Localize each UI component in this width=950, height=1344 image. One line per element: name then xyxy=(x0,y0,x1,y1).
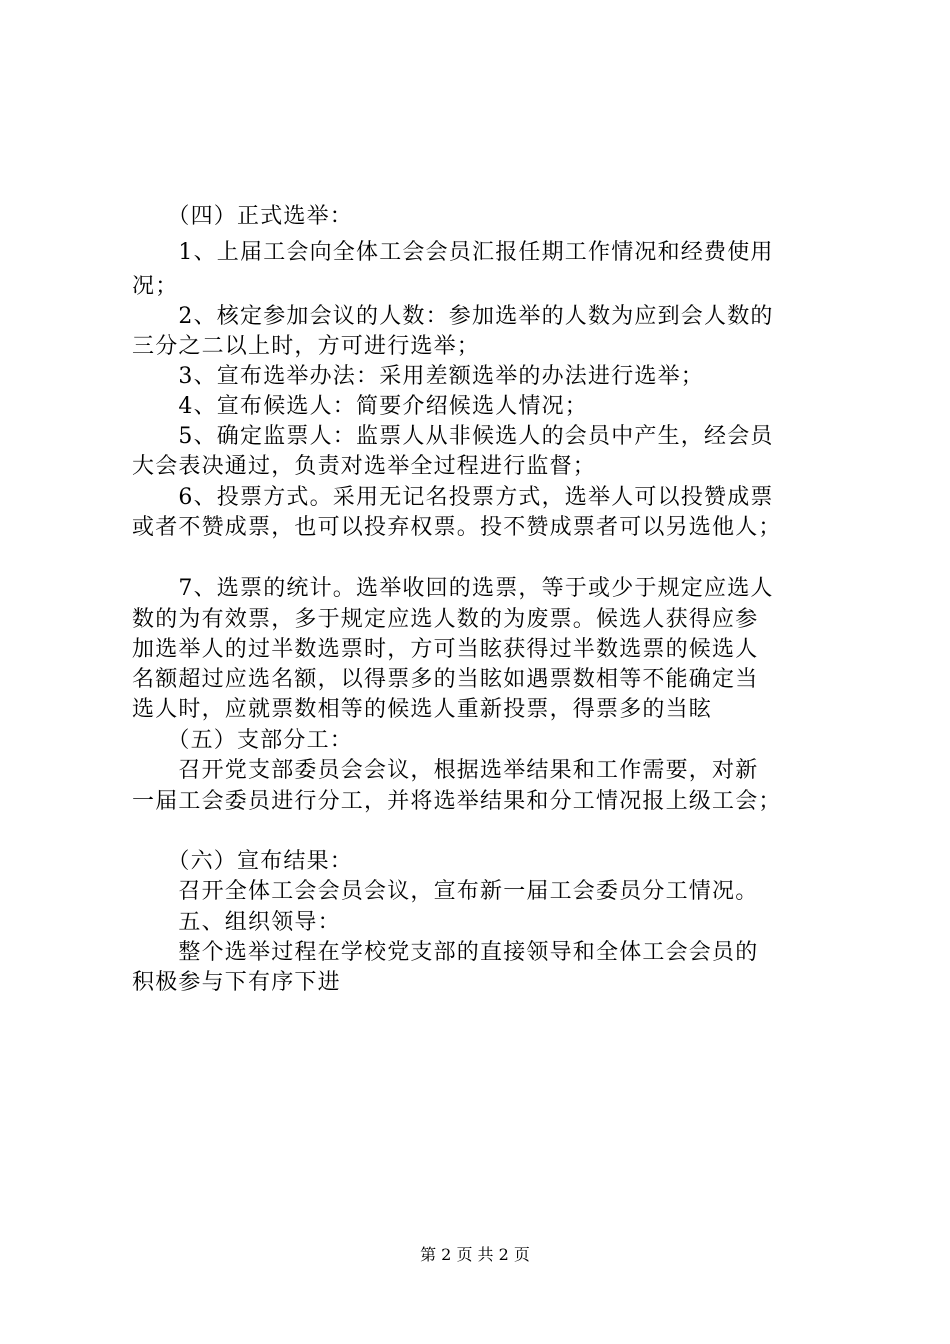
paragraph-line: 或者不赞成票，也可以投弃权票。投不赞成票者可以另选他人； xyxy=(132,515,782,540)
paragraph-line: 整个选举过程在学校党支部的直接领导和全体工会会员的 xyxy=(132,940,759,965)
paragraph-line: 7、选票的统计。选举收回的选票，等于或少于规定应选人 xyxy=(132,576,774,601)
paragraph-line: 4、宣布候选人：简要介绍候选人情况； xyxy=(132,394,588,419)
paragraph-line: 名额超过应选名额，以得票多的当眩如遇票数相等不能确定当 xyxy=(132,667,759,692)
section-heading-announce-results: （六）宣布结果： xyxy=(132,849,354,874)
paragraph-line: 大会表决通过，负责对选举全过程进行监督； xyxy=(132,454,597,479)
paragraph-line: 6、投票方式。采用无记名投票方式，选举人可以投赞成票 xyxy=(132,485,774,510)
paragraph-line: 三分之二以上时，方可进行选举； xyxy=(132,334,481,359)
paragraph-line: 1、上届工会向全体工会会员汇报任期工作情况和经费使用 xyxy=(132,240,774,265)
paragraph-line: 一届工会委员进行分工，并将选举结果和分工情况报上级工会； xyxy=(132,789,782,814)
paragraph-line: 5、确定监票人：监票人从非候选人的会员中产生，经会员 xyxy=(132,424,774,449)
section-heading-branch-division: （五）支部分工： xyxy=(132,728,354,753)
section-heading-organization: 五、组织领导： xyxy=(132,910,341,935)
paragraph-line: 2、核定参加会议的人数：参加选举的人数为应到会人数的 xyxy=(132,304,774,329)
paragraph-line: 选人时，应就票数相等的候选人重新投票，得票多的当眩 xyxy=(132,697,713,722)
page-number-footer: 第 2 页 共 2 页 xyxy=(420,1245,530,1264)
paragraph-line: 积极参与下有序下进 xyxy=(132,970,341,995)
section-heading-formal-election: （四）正式选举： xyxy=(132,204,354,229)
paragraph-line: 数的为有效票，多于规定应选人数的为废票。候选人获得应参 xyxy=(132,607,759,632)
paragraph-line: 召开党支部委员会会议，根据选举结果和工作需要，对新 xyxy=(132,758,759,783)
paragraph-line: 加选举人的过半数选票时，方可当眩获得过半数选票的候选人 xyxy=(132,637,759,662)
paragraph-line: 3、宣布选举办法：采用差额选举的办法进行选举； xyxy=(132,364,704,389)
paragraph-line: 况； xyxy=(132,274,179,299)
paragraph-line: 召开全体工会会员会议，宣布新一届工会委员分工情况。 xyxy=(132,879,759,904)
